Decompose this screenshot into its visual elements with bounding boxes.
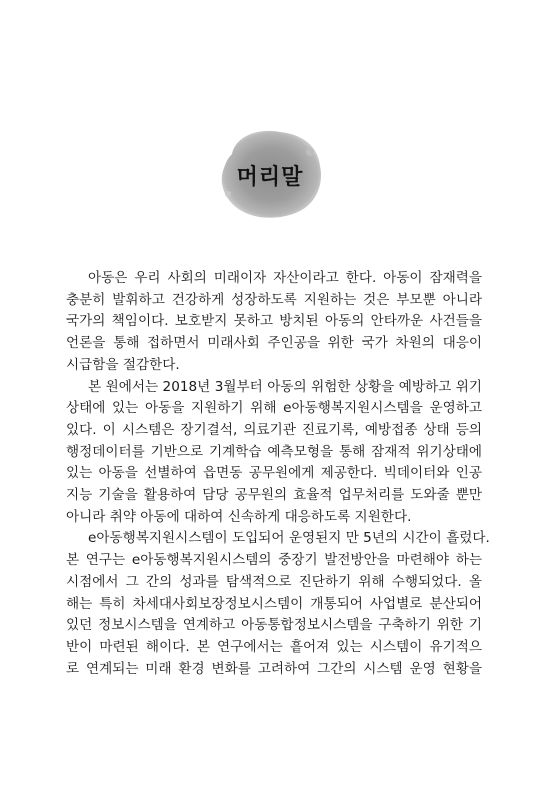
text-line: 로 연계되는 미래 환경 변화를 고려하여 그간의 시스템 운영 현황을 [66,660,482,677]
text-line: 본 원에서는 2018년 3월부터 아동의 위험한 상황을 예방하고 위기 [88,378,482,395]
text-line: 해는 특히 차세대사회보장정보시스템이 개통되어 사업별로 분산되어 [66,595,482,612]
text-line: 있는 아동을 선별하여 읍면동 공무원에게 제공한다. 빅데이터와 인공 [66,465,482,482]
text-line: 반이 마련된 해이다. 본 연구에서는 흩어져 있는 시스템이 유기적으 [66,638,482,655]
text-line: 있다. 이 시스템은 장기결석, 의료기관 진료기록, 예방접종 상태 등의 [66,421,482,438]
text-line: 행정데이터를 기반으로 기계학습 예측모형을 통해 잠재적 위기상태에 [66,443,482,460]
text-line: 지능 기술을 활용하여 담당 공무원의 효율적 업무처리를 도와줄 뿐만 [66,487,482,504]
text-line: e아동행복지원시스템이 도입되어 운영된지 만 5년의 시간이 흘렀다. [88,530,490,547]
text-line: 있던 정보시스템을 연계하고 아동통합정보시스템을 구축하기 위한 기 [66,617,482,634]
page-title: 머리말 [236,165,304,190]
text-line: 아니라 취약 아동에 대하여 신속하게 대응하도록 지원한다. [66,508,412,525]
text-line: 시점에서 그 간의 성과를 탐색적으로 진단하기 위해 수행되었다. 올 [66,573,482,590]
text-line: 상태에 있는 아동을 지원하기 위해 e아동행복지원시스템을 운영하고 [66,400,482,417]
text-line: 아동은 우리 사회의 미래이자 자산이라고 한다. 아동이 잠재력을 [88,270,482,286]
text-line: 시급함을 절감한다. [66,356,180,373]
text-line: 언론을 통해 접하면서 미래사회 주인공을 위한 국가 차원의 대응이 [66,335,482,352]
preface-body [66,268,490,680]
text-line: 본 연구는 e아동행복지원시스템의 중장기 발전방안을 마련해야 하는 [66,552,482,569]
text-line: 국가의 책임이다. 보호받지 못하고 방치된 아동의 안타까운 사건들을 [66,313,482,330]
text-line: 충분히 발휘하고 건강하게 성장하도록 지원하는 것은 부모뿐 아니라 [66,291,482,308]
